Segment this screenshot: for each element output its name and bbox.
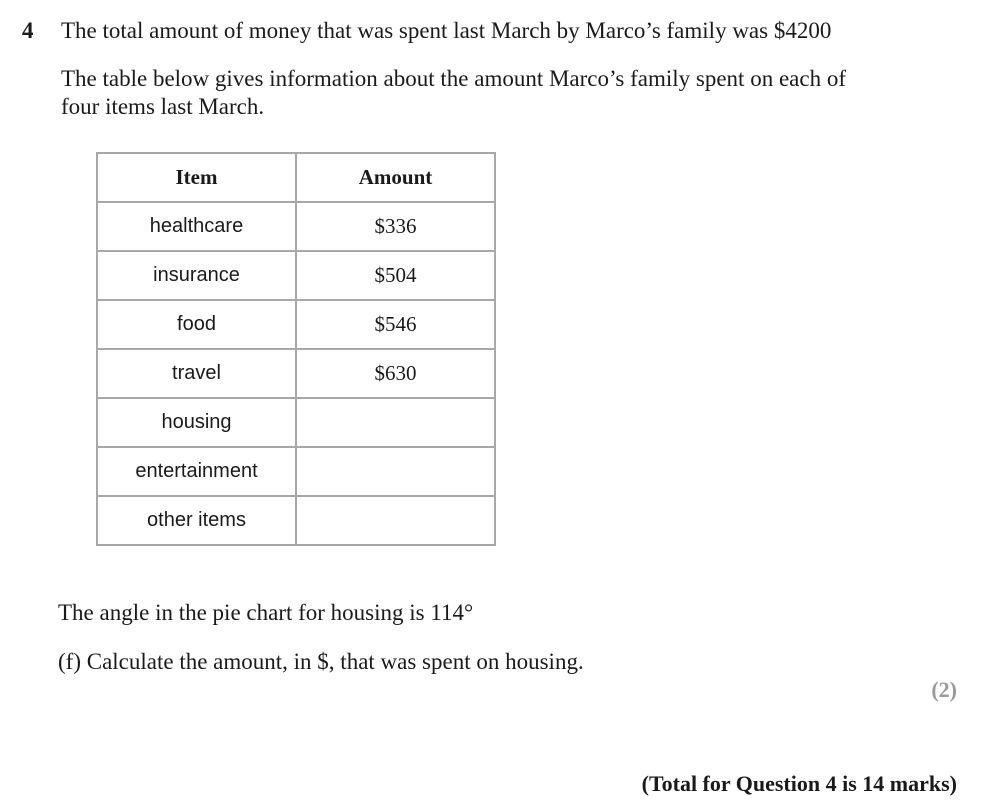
amount-cell: $504 — [296, 251, 495, 300]
table-row-housing — [97, 398, 495, 447]
spending-table — [96, 152, 496, 546]
table-row-healthcare — [97, 202, 495, 251]
amount-cell: $336 — [296, 202, 495, 251]
amount-cell-empty — [296, 398, 495, 447]
pie-angle-statement: The angle in the pie chart for housing is 114° — [58, 600, 474, 625]
item-cell: entertainment — [97, 447, 296, 496]
table-intro-line-2: four items last March. — [61, 94, 265, 119]
table-row-insurance — [97, 251, 495, 300]
item-cell: travel — [97, 349, 296, 398]
item-cell: food — [97, 300, 296, 349]
item-cell: insurance — [97, 251, 296, 300]
amount-cell-empty — [296, 496, 495, 545]
amount-cell-empty — [296, 447, 495, 496]
question-number: 4 — [22, 18, 34, 43]
table-row-food — [97, 300, 495, 349]
table-row-other-items — [97, 496, 495, 545]
item-cell: other items — [97, 496, 296, 545]
part-marks: (2) — [931, 677, 957, 702]
amount-cell: $546 — [296, 300, 495, 349]
table-intro-line-1: The table below gives information about the amount Marco’s family spent on each of — [61, 66, 846, 91]
table-row-travel — [97, 349, 495, 398]
item-cell: healthcare — [97, 202, 296, 251]
table-row-entertainment — [97, 447, 495, 496]
item-cell: housing — [97, 398, 296, 447]
header-amount: Amount — [296, 153, 495, 202]
question-intro: The total amount of money that was spent last March by Marco’s family was $4200 — [61, 18, 832, 43]
table-header-row — [97, 153, 495, 202]
part-f-question: (f) Calculate the amount, in $, that was spent on housing. — [58, 649, 584, 674]
amount-cell: $630 — [296, 349, 495, 398]
header-item: Item — [97, 153, 296, 202]
total-marks: (Total for Question 4 is 14 marks) — [641, 771, 957, 796]
